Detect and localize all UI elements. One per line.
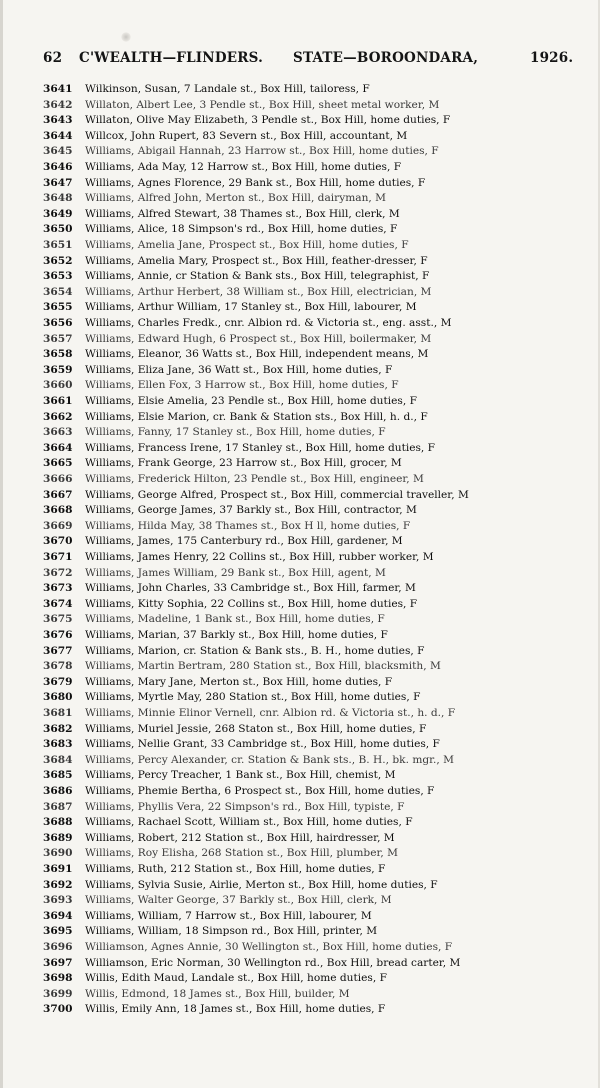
entry-text: Williams, Marion, cr. Station & Bank sts., B. H., home duties, F	[85, 644, 425, 657]
entry-text: Williams, Arthur William, 17 Stanley st., Box Hill, labourer, M	[85, 301, 417, 314]
entry-number: 3680	[43, 691, 73, 704]
entry-text: Williams, Marian, 37 Barkly st., Box Hill, home duties, F	[85, 629, 388, 641]
entry-number: 3647	[43, 176, 73, 189]
entry-text: Williams, Elsie Marion, cr. Bank & Station sts., Box Hill, h. d., F	[85, 410, 428, 423]
entry-text: Williams, Madeline, 1 Bank st., Box Hill, home duties, F	[85, 613, 385, 626]
entry-number: 3665	[43, 457, 73, 470]
entry-number: 3652	[43, 254, 73, 267]
entry-number: 3687	[43, 800, 73, 813]
entry-text: Williams, Amelia Jane, Prospect st., Box Hill, home duties, F	[85, 239, 409, 251]
entry-text: Willaton, Albert Lee, 3 Pendle st., Box Hill, sheet metal worker, M	[85, 98, 440, 111]
entry-number: 3698	[43, 972, 73, 985]
entry-text: Williams, Frank George, 23 Harrow st., Box Hill, grocer, M	[85, 457, 402, 470]
header-left-title: C'WEALTH—FLINDERS.	[79, 50, 264, 66]
entry-text: Williams, Robert, 212 Station st., Box Hill, hairdresser, M	[85, 831, 395, 844]
entry-number: 3663	[43, 426, 73, 439]
header-right-title: STATE—BOROONDARA,	[293, 50, 479, 66]
entry-text: Williams, Francess Irene, 17 Stanley st., Box Hill, home duties, F	[85, 441, 436, 454]
entry-number: 3667	[43, 488, 73, 501]
entry-number: 3662	[43, 410, 73, 423]
entry-number: 3679	[43, 675, 73, 688]
entry-number: 3657	[43, 332, 73, 345]
entry-number: 3691	[43, 863, 73, 875]
entry-number: 3700	[43, 1003, 73, 1016]
entry-text: Williams, Phyllis Vera, 22 Simpson's rd., Box Hill, typiste, F	[85, 800, 405, 813]
entry-text: Williams, James, 175 Canterbury rd., Box Hill, gardener, M	[85, 535, 403, 548]
entry-number: 3645	[43, 145, 73, 158]
entry-text: Williams, George James, 37 Barkly st., Box Hill, contractor, M	[85, 504, 417, 517]
entry-number: 3659	[43, 363, 73, 376]
entry-number: 3651	[43, 239, 73, 251]
entry-number: 3650	[43, 223, 73, 236]
entry-text: Williams, James William, 29 Bank st., Box Hill, agent, M	[85, 566, 386, 579]
entry-text: Williams, Roy Elisha, 268 Station st., Box Hill, plumber, M	[85, 847, 398, 860]
entry-text: Williams, Agnes Florence, 29 Bank st., Box Hill, home duties, F	[85, 176, 426, 189]
entry-number: 3689	[43, 831, 73, 844]
entry-text: Williams, Martin Bertram, 280 Station st., Box Hill, blacksmith, M	[85, 660, 441, 673]
entry-text: Williams, Kitty Sophia, 22 Collins st., Box Hill, home duties, F	[85, 597, 418, 610]
entry-number: 3649	[43, 207, 73, 220]
entry-text: Williams, Mary Jane, Merton st., Box Hill, home duties, F	[85, 675, 393, 688]
entry-number: 3676	[43, 629, 73, 641]
entry-text: Willis, Edith Maud, Landale st., Box Hill, home duties, F	[85, 972, 387, 985]
entry-number: 3693	[43, 894, 73, 907]
entry-text: Williams, Percy Alexander, cr. Station & Bank sts., B. H., bk. mgr., M	[85, 753, 454, 766]
entry-number: 3682	[43, 722, 73, 735]
entry-text: Williams, William, 7 Harrow st., Box Hill, labourer, M	[85, 909, 372, 922]
entry-text: Williams, Myrtle May, 280 Station st., Box Hill, home duties, F	[85, 691, 421, 704]
entry-number: 3677	[43, 644, 73, 657]
entry-number: 3674	[43, 597, 73, 610]
entry-number: 3688	[43, 816, 73, 829]
entry-number: 3641	[43, 83, 73, 95]
entry-number: 3670	[43, 535, 73, 548]
entry-number: 3660	[43, 379, 73, 392]
entry-text: Williams, Eliza Jane, 36 Watt st., Box Hill, home duties, F	[85, 363, 393, 376]
entry-text: Wilkinson, Susan, 7 Landale st., Box Hill, tailoress, F	[85, 83, 370, 95]
entry-number: 3699	[43, 987, 73, 1000]
entry-text: Williams, Minnie Elinor Vernell, cnr. Albion rd. & Victoria st., h. d., F	[85, 707, 456, 719]
entry-number: 3664	[43, 441, 73, 454]
entry-number: 3656	[43, 317, 73, 329]
entry-text: Williams, Sylvia Susie, Airlie, Merton st., Box Hill, home duties, F	[85, 878, 438, 891]
entry-text: Williams, John Charles, 33 Cambridge st., Box Hill, farmer, M	[85, 582, 416, 595]
paper-blemish	[121, 32, 131, 42]
entry-number: 3675	[43, 613, 73, 626]
entry-text: Williams, Phemie Bertha, 6 Prospect st., Box Hill, home duties, F	[85, 785, 435, 797]
entry-text: Williams, James Henry, 22 Collins st., Box Hill, rubber worker, M	[85, 551, 434, 563]
entry-text: Williams, Alfred Stewart, 38 Thames st., Box Hill, clerk, M	[85, 207, 400, 220]
entry-number: 3696	[43, 941, 73, 953]
entry-number: 3683	[43, 738, 73, 751]
entry-number: 3697	[43, 956, 73, 969]
roll-entries-list	[3, 81, 600, 1033]
entry-text: Williams, Hilda May, 38 Thames st., Box H ll, home duties, F	[85, 519, 411, 532]
entry-number: 3684	[43, 753, 73, 766]
entry-number: 3658	[43, 348, 73, 361]
entry-number: 3653	[43, 270, 73, 283]
entry-text: Williams, Alice, 18 Simpson's rd., Box Hill, home duties, F	[85, 223, 398, 236]
entry-number: 3672	[43, 566, 73, 579]
entry-text: Williams, Edward Hugh, 6 Prospect st., Box Hill, boilermaker, M	[85, 332, 432, 345]
entry-number: 3690	[43, 847, 73, 860]
page-number: 62	[43, 50, 63, 66]
entry-number: 3692	[43, 878, 73, 891]
entry-number: 3669	[43, 519, 73, 532]
entry-number: 3643	[43, 114, 73, 127]
entry-number: 3686	[43, 785, 73, 797]
entry-number: 3661	[43, 395, 73, 407]
entry-text: Williams, Walter George, 37 Barkly st., Box Hill, clerk, M	[85, 894, 392, 907]
entry-text: Williams, Ruth, 212 Station st., Box Hill, home duties, F	[85, 863, 386, 875]
entry-text: Williamson, Agnes Annie, 30 Wellington st., Box Hill, home duties, F	[85, 941, 453, 953]
entry-text: Williams, Fanny, 17 Stanley st., Box Hill, home duties, F	[85, 426, 386, 439]
entry-text: Williams, Frederick Hilton, 23 Pendle st., Box Hill, engineer, M	[85, 473, 424, 485]
entry-number: 3671	[43, 551, 73, 563]
entry-text: Willis, Emily Ann, 18 James st., Box Hill, home duties, F	[85, 1003, 386, 1016]
entry-text: Williams, Ada May, 12 Harrow st., Box Hill, home duties, F	[85, 161, 402, 173]
entry-text: Williams, Annie, cr Station & Bank sts., Box Hill, telegraphist, F	[85, 270, 430, 283]
entry-number: 3666	[43, 473, 73, 485]
entry-text: Williams, Ellen Fox, 3 Harrow st., Box Hill, home duties, F	[85, 379, 399, 392]
entry-number: 3642	[43, 98, 73, 111]
entry-number: 3694	[43, 909, 73, 922]
entry-text: Williams, Charles Fredk., cnr. Albion rd. & Victoria st., eng. asst., M	[85, 317, 452, 329]
entry-text: Williamson, Eric Norman, 30 Wellington rd., Box Hill, bread carter, M	[85, 956, 461, 969]
entry-text: Williams, Percy Treacher, 1 Bank st., Box Hill, chemist, M	[85, 769, 396, 782]
entry-text: Willcox, John Rupert, 83 Severn st., Box Hill, accountant, M	[85, 129, 408, 142]
entry-text: Williams, George Alfred, Prospect st., Box Hill, commercial traveller, M	[85, 488, 469, 501]
entry-number: 3655	[43, 301, 73, 314]
page-header	[43, 50, 574, 72]
entry-number: 3673	[43, 582, 73, 595]
entry-text: Willaton, Olive May Elizabeth, 3 Pendle st., Box Hill, home duties, F	[85, 114, 451, 127]
entry-text: Williams, Nellie Grant, 33 Cambridge st., Box Hill, home duties, F	[85, 738, 440, 751]
entry-number: 3646	[43, 161, 73, 173]
entry-number: 3695	[43, 925, 73, 938]
entry-text: Williams, Amelia Mary, Prospect st., Box Hill, feather-dresser, F	[85, 254, 428, 267]
entry-number: 3648	[43, 192, 73, 205]
header-year: 1926.	[530, 50, 574, 66]
entry-number: 3654	[43, 285, 73, 298]
entry-text: Williams, Rachael Scott, William st., Box Hill, home duties, F	[85, 816, 413, 829]
entry-text: Williams, Alfred John, Merton st., Box Hill, dairyman, M	[85, 192, 386, 205]
entry-text: Willis, Edmond, 18 James st., Box Hill, builder, M	[85, 987, 350, 1000]
entry-number: 3685	[43, 769, 73, 782]
entry-text: Williams, Eleanor, 36 Watts st., Box Hill, independent means, M	[85, 348, 429, 361]
entry-text: Williams, Abigail Hannah, 23 Harrow st., Box Hill, home duties, F	[85, 145, 439, 158]
entry-text: Williams, Elsie Amelia, 23 Pendle st., Box Hill, home duties, F	[85, 395, 417, 407]
entry-number: 3644	[43, 129, 73, 142]
entry-number: 3668	[43, 504, 73, 517]
entry-number: 3678	[43, 660, 73, 673]
entry-text: Williams, Arthur Herbert, 38 William st., Box Hill, electrician, M	[85, 285, 432, 298]
entry-number: 3681	[43, 707, 73, 719]
entry-text: Williams, William, 18 Simpson rd., Box Hill, printer, M	[85, 925, 378, 938]
entry-text: Williams, Muriel Jessie, 268 Staton st., Box Hill, home duties, F	[85, 722, 427, 735]
